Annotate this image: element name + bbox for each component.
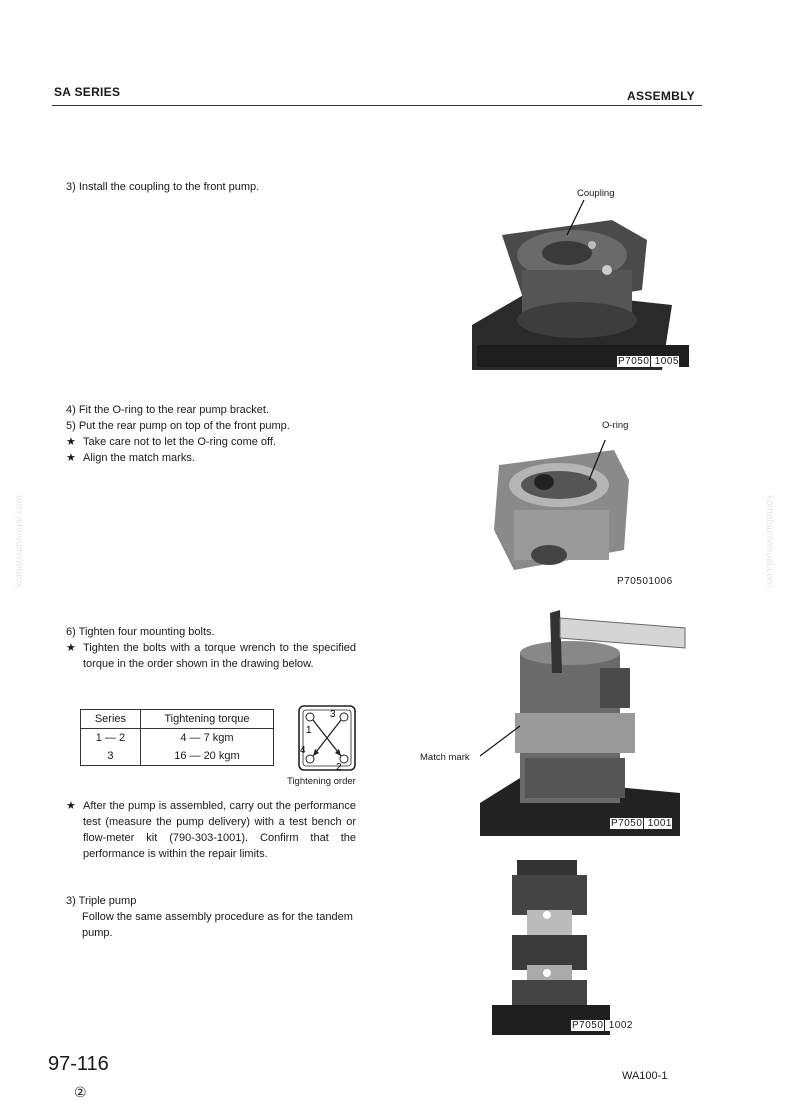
order-number: 4 bbox=[300, 745, 306, 756]
order-number: 1 bbox=[306, 725, 312, 736]
table-header-row bbox=[81, 710, 274, 729]
table-header-series: Series bbox=[81, 710, 141, 729]
model-code: WA100-1 bbox=[622, 1070, 668, 1082]
photo-coupling bbox=[472, 195, 694, 370]
photo-match-mark bbox=[480, 608, 692, 836]
order-number: 2 bbox=[336, 762, 342, 773]
step-put-rear-pump: 5) Put the rear pump on top of the front pump. bbox=[66, 420, 290, 432]
step-triple-pump: 3) Triple pump bbox=[66, 895, 137, 907]
label-coupling: Coupling bbox=[577, 188, 615, 199]
photo-code-box: P7050 bbox=[618, 356, 650, 367]
photo-code-oring bbox=[617, 576, 673, 587]
photo-code-coupling bbox=[616, 356, 679, 367]
star-icon: ★ bbox=[66, 436, 76, 448]
star-icon: ★ bbox=[66, 642, 76, 654]
page-number: 97-116 bbox=[48, 1053, 109, 1075]
note-match-text: Align the match marks. bbox=[83, 452, 195, 464]
step-fit-oring: 4) Fit the O-ring to the rear pump bracket. bbox=[66, 404, 269, 416]
table-cell-series: 1 — 2 bbox=[81, 729, 141, 748]
triple-pump-text: Follow the same assembly procedure as for the tandem pump. bbox=[82, 911, 353, 939]
note-torque bbox=[66, 640, 356, 672]
note-torque-text: Tighten the bolts with a torque wrench to the specified torque in the order shown in the drawing below. bbox=[83, 642, 356, 670]
label-match-mark: Match mark bbox=[420, 752, 470, 763]
photo-code-box: P7050 bbox=[611, 818, 643, 829]
photo-code-number: P70501006 bbox=[617, 576, 673, 587]
table-row bbox=[81, 747, 274, 766]
table-cell-torque: 4 — 7 kgm bbox=[140, 729, 273, 748]
photo-code-match-mark bbox=[609, 818, 672, 829]
note-match-marks bbox=[66, 450, 366, 466]
note-oring bbox=[66, 434, 366, 450]
photo-code-triple-pump bbox=[570, 1020, 633, 1031]
torque-table bbox=[80, 709, 274, 766]
order-number: 3 bbox=[330, 709, 336, 720]
photo-code-number: 1005 bbox=[654, 356, 679, 367]
photo-code-number: 1001 bbox=[647, 818, 672, 829]
section-title: ASSEMBLY bbox=[627, 89, 695, 103]
table-cell-torque: 16 — 20 kgm bbox=[140, 747, 273, 766]
note-performance-text: After the pump is assembled, carry out the performance test (measure the pump delivery) with a test bench or flow-meter kit (790-303-1001). Confirm that the performance is within the repair limits. bbox=[83, 800, 356, 860]
table-cell-series: 3 bbox=[81, 747, 141, 766]
series-title: SA SERIES bbox=[54, 85, 121, 99]
step-install-coupling: 3) Install the coupling to the front pump. bbox=[66, 181, 260, 193]
photo-oring bbox=[494, 440, 634, 580]
tightening-order-diagram bbox=[296, 703, 358, 773]
photo-code-box: P7050 bbox=[572, 1020, 604, 1031]
header-rule bbox=[52, 105, 702, 106]
note-performance bbox=[66, 798, 356, 862]
watermark-left: komatsumanual.com bbox=[14, 495, 25, 588]
table-header-torque: Tightening torque bbox=[140, 710, 273, 729]
revision-mark: ② bbox=[74, 1084, 87, 1100]
watermark-right: komatsumanual.com bbox=[764, 495, 775, 588]
table-row bbox=[81, 729, 274, 748]
star-icon: ★ bbox=[66, 800, 76, 812]
label-oring: O-ring bbox=[602, 420, 629, 431]
photo-triple-pump bbox=[492, 855, 610, 1035]
star-icon: ★ bbox=[66, 452, 76, 464]
note-oring-text: Take care not to let the O-ring come off. bbox=[83, 436, 277, 448]
tightening-order-caption: Tightening order bbox=[287, 776, 356, 787]
photo-code-number: 1002 bbox=[608, 1020, 633, 1031]
step-tighten-bolts: 6) Tighten four mounting bolts. bbox=[66, 626, 215, 638]
